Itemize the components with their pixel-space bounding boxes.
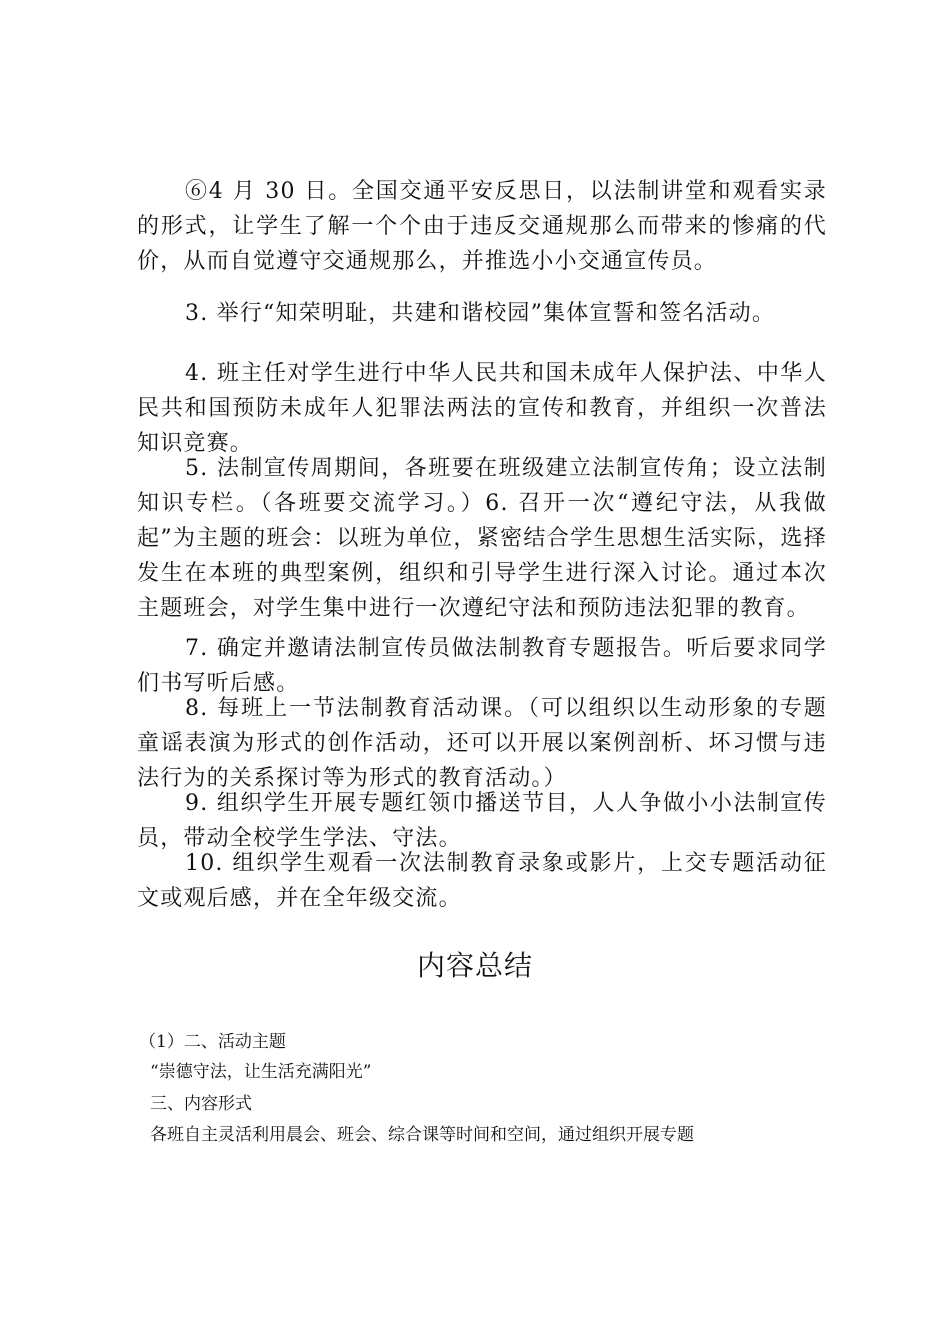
paragraph-item-7: 7. 确定并邀请法制宣传员做法制教育专题报告。听后要求同学们书写听后感。 [137,636,827,696]
paragraph-item-10: 10. 组织学生观看一次法制教育录象或影片，上交专题活动征文或观后感，并在全年级交流。 [137,851,827,911]
summary-title: 内容总结 [416,949,533,982]
summary-line-form-detail: 各班自主灵活利用晨会、班会、综合课等时间和空间，通过组织开展专题 [150,1125,694,1145]
paragraph-item-3: 3. 举行“知荣明耻，共建和谐校园”集体宣誓和签名活动。 [185,301,776,326]
summary-line-theme: “崇德守法，让生活充满阳光” [150,1062,372,1082]
summary-line-form-heading: 三、内容形式 [150,1094,252,1114]
paragraph-traffic-safety-day: ⑥4 月 30 日。全国交通平安反思日，以法制讲堂和观看实录的形式，让学生了解一个个由于违反交通规那么而带来的惨痛的代价，从而自觉遵守交通规那么，并推选小小交通宣传员。 [137,179,827,274]
paragraph-item-5-6: 5. 法制宣传周期间，各班要在班级建立法制宣传角；设立法制知识专栏。（各班要交流学习。）6. 召开一次“遵纪守法，从我做起”为主题的班会：以班为单位，紧密结合学生思想生活实际，选择发生在本班的典型案例，组织和引导学生进行深入讨论。通过本次主题班会，对学生集中进行一次遵纪守法和预防违法犯罪的教育。 [137,456,827,621]
paragraph-item-4: 4. 班主任对学生进行中华人民共和国未成年人保护法、中华人民共和国预防未成年人犯罪法两法的宣传和教育，并组织一次普法知识竞赛。 [137,361,827,456]
paragraph-item-8: 8. 每班上一节法制教育活动课。（可以组织以生动形象的专题童谣表演为形式的创作活动，还可以开展以案例剖析、坏习惯与违法行为的关系探讨等为形式的教育活动。） [137,696,827,791]
summary-line-theme-heading: （1）二、活动主题 [139,1032,286,1052]
paragraph-item-9: 9. 组织学生开展专题红领巾播送节目，人人争做小小法制宣传员，带动全校学生学法、守法。 [137,791,827,851]
